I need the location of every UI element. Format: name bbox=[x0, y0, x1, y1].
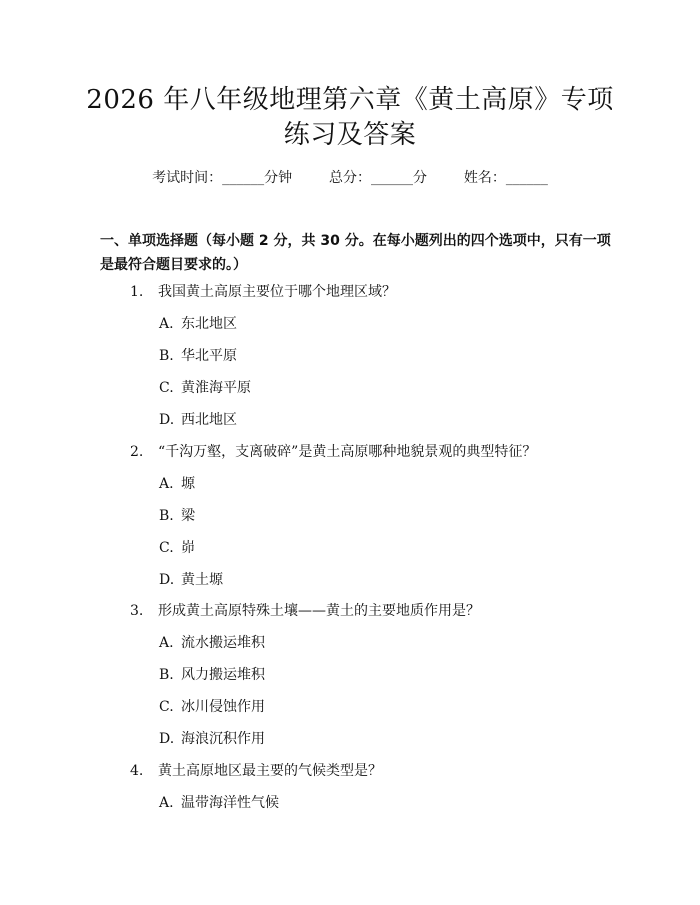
exam-info-row bbox=[0, 168, 700, 188]
option-text: 梁 bbox=[181, 508, 195, 524]
page-title-line-2: 练习及答案 bbox=[283, 120, 417, 150]
question-3-option-c bbox=[159, 697, 599, 717]
section-heading-line-2: 是最符合题目要求的。） bbox=[100, 257, 247, 273]
page-title-line-1: 2026 年八年级地理第六章《黄土高原》专项 bbox=[86, 85, 614, 115]
student-name-label: 姓名： bbox=[463, 170, 506, 186]
option-letter: C. bbox=[159, 380, 174, 396]
question-text: 黄土高原地区最主要的气候类型是？ bbox=[158, 763, 382, 779]
option-letter: D. bbox=[159, 731, 175, 747]
question-number: 1. bbox=[130, 284, 144, 300]
question-2 bbox=[130, 442, 630, 462]
option-text: 峁 bbox=[181, 540, 195, 556]
option-text: 流水搬运堆积 bbox=[181, 635, 265, 651]
option-letter: A. bbox=[159, 476, 174, 492]
option-letter: C. bbox=[159, 699, 174, 715]
option-text: 西北地区 bbox=[181, 412, 237, 428]
question-2-option-c bbox=[159, 538, 599, 558]
question-1-option-d bbox=[159, 410, 599, 430]
option-letter: A. bbox=[159, 635, 174, 651]
question-text: 形成黄土高原特殊土壤——黄土的主要地质作用是？ bbox=[158, 603, 480, 619]
student-name-field bbox=[464, 168, 548, 188]
exam-time-blank: ______ bbox=[222, 170, 265, 186]
question-number: 3. bbox=[130, 603, 144, 619]
question-1-option-a bbox=[159, 314, 599, 334]
option-letter: A. bbox=[159, 316, 174, 332]
question-3-option-d bbox=[159, 729, 599, 749]
question-2-option-a bbox=[159, 474, 599, 494]
total-score-label: 总分： bbox=[329, 170, 371, 186]
option-text: 冰川侵蚀作用 bbox=[181, 699, 265, 715]
exam-time-unit: 分钟 bbox=[264, 170, 293, 186]
question-3-option-b bbox=[159, 665, 599, 685]
question-1 bbox=[130, 282, 630, 302]
option-text: 风力搬运堆积 bbox=[181, 667, 265, 683]
total-score-field bbox=[329, 168, 427, 188]
option-letter: B. bbox=[159, 667, 174, 683]
question-number: 4. bbox=[130, 763, 144, 779]
exam-time-label: 考试时间： bbox=[152, 170, 223, 186]
option-text: 温带海洋性气候 bbox=[181, 795, 279, 811]
question-number: 2. bbox=[130, 444, 144, 460]
question-3-option-a bbox=[159, 633, 599, 653]
option-text: 黄淮海平原 bbox=[181, 380, 251, 396]
exam-time-field bbox=[152, 168, 292, 188]
question-1-option-b bbox=[159, 346, 599, 366]
question-1-option-c bbox=[159, 378, 599, 398]
student-name-blank: ______ bbox=[505, 170, 548, 186]
question-2-option-b bbox=[159, 506, 599, 526]
option-letter: A. bbox=[159, 795, 174, 811]
option-text: 塬 bbox=[181, 476, 195, 492]
question-text: 我国黄土高原主要位于哪个地理区域？ bbox=[158, 284, 396, 300]
question-3 bbox=[130, 601, 630, 621]
question-4-option-a bbox=[159, 793, 599, 813]
option-text: 东北地区 bbox=[181, 316, 237, 332]
question-2-option-d bbox=[159, 570, 599, 590]
question-4 bbox=[130, 761, 630, 781]
option-text: 华北平原 bbox=[181, 348, 237, 364]
section-heading-line-1: 一、单项选择题（每小题 2 分，共 30 分。在每小题列出的四个选项中，只有一项 bbox=[100, 233, 611, 249]
option-text: 海浪沉积作用 bbox=[181, 731, 265, 747]
total-score-unit: 分 bbox=[413, 170, 427, 186]
option-letter: D. bbox=[159, 412, 175, 428]
option-text: 黄土塬 bbox=[181, 572, 223, 588]
question-text: “千沟万壑，支离破碎”是黄土高原哪种地貌景观的典型特征？ bbox=[158, 444, 537, 460]
total-score-blank: ______ bbox=[371, 170, 413, 186]
option-letter: B. bbox=[159, 508, 174, 524]
option-letter: D. bbox=[159, 572, 175, 588]
option-letter: C. bbox=[159, 540, 174, 556]
option-letter: B. bbox=[159, 348, 174, 364]
